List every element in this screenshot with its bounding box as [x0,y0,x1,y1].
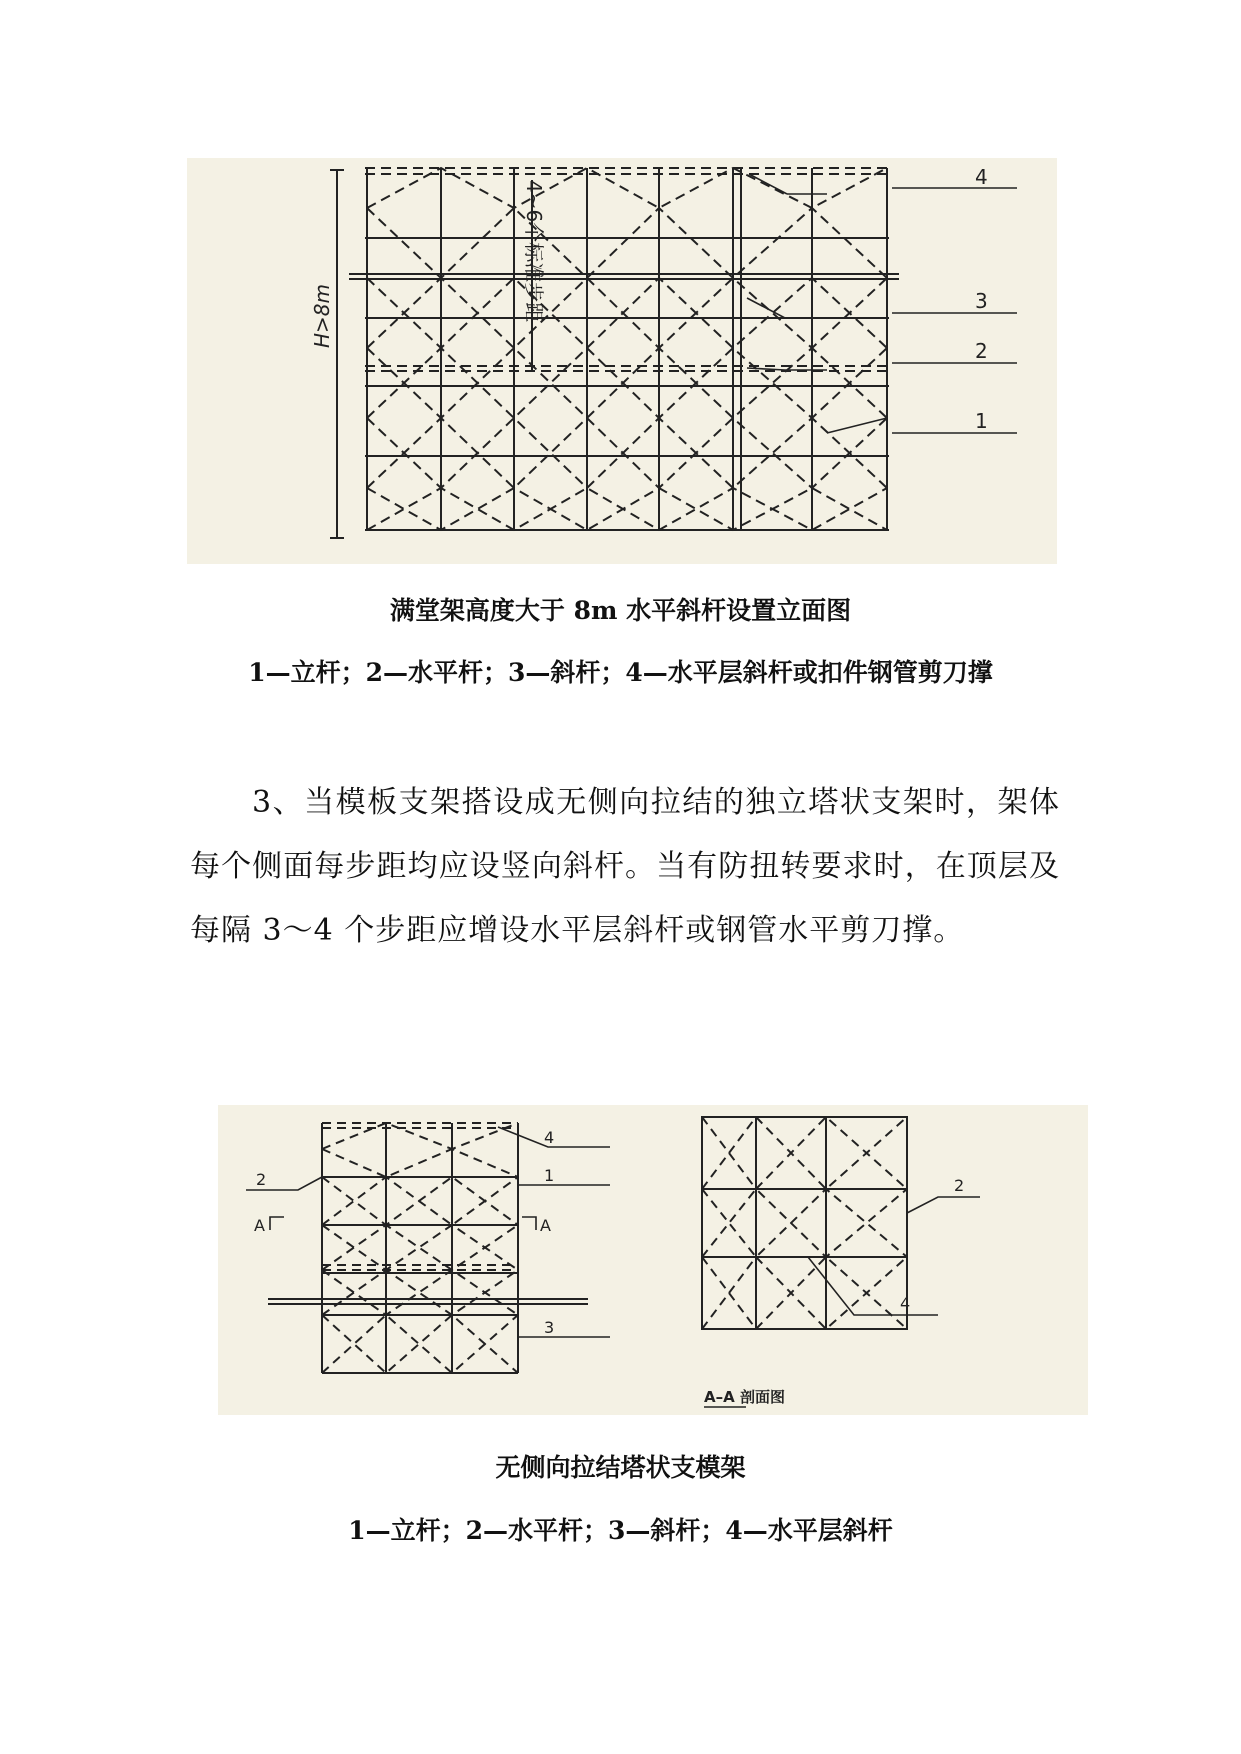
figure-2-drawing [218,1105,1088,1415]
figure-2-caption-legend: 1—立杆；2—水平杆；3—斜杆；4—水平层斜杆 [348,1516,893,1545]
body-paragraph [190,771,1060,963]
section-callout-2: 2 [954,1176,965,1195]
figure-2-tower [218,1105,1088,1415]
section-callout-4: 4 [900,1294,911,1313]
section-mark-right: A [540,1216,551,1235]
callout-3: 3 [975,289,988,313]
figure-1-elevation [187,158,1057,564]
figure-1-caption-legend: 1—立杆；2—水平杆；3—斜杆；4—水平层斜杆或扣件钢管剪刀撑 [248,658,993,687]
figure-1-drawing [187,158,1057,564]
callout-1: 1 [975,409,988,433]
section-mark-left: A [254,1216,265,1235]
elev-callout-2: 2 [256,1170,267,1189]
elev-callout-4: 4 [544,1128,555,1147]
section-title: A–A 剖面图 [704,1388,785,1406]
figure-2-caption-title: 无侧向拉结塔状支模架 [495,1453,746,1482]
elev-callout-1: 1 [544,1166,555,1185]
callout-4: 4 [975,165,988,189]
height-label: H>8m [310,283,334,348]
paragraph-text: 3、当模板支架搭设成无侧向拉结的独立塔状支架时，架体每个侧面每步距均应设竖向斜杆。当有防扭转要求时，在顶层及每隔 3～4 个步距应增设水平层斜杆或钢管水平剪刀撑。 [190,785,1060,948]
step-label: 4~6个标准步距 [522,180,546,323]
figure-1-caption-title: 满堂架高度大于 8m 水平斜杆设置立面图 [389,596,852,625]
callout-2: 2 [975,339,988,363]
elev-callout-3: 3 [544,1318,555,1337]
